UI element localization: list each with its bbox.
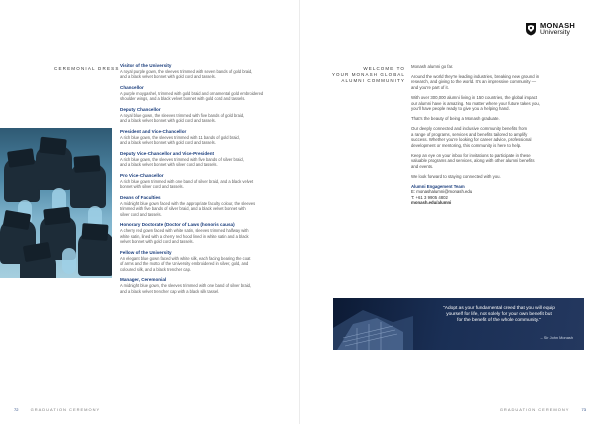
section-label: CEREMONIAL DRESS xyxy=(54,66,120,71)
dress-desc-line: A purple moygashel, trimmed with gold braid and ornamental gold embroidered xyxy=(120,91,264,96)
paragraph xyxy=(411,116,576,122)
paragraph-line: We look forward to staying connected with you. xyxy=(411,173,501,179)
dress-item xyxy=(120,195,270,217)
contact-block xyxy=(411,184,576,206)
dress-title: Deputy Vice-Chancellor and Vice-President xyxy=(120,151,215,156)
monash-logo xyxy=(525,20,585,40)
paragraph xyxy=(411,64,576,70)
paragraph-line: you'll have people ready to give you a helping hand. xyxy=(411,106,510,112)
dress-desc-line: white satin, lined with a cherry red hood lined in white satin and a black xyxy=(120,233,249,239)
paragraph-line: development or mentoring, this community is here to help. xyxy=(411,142,522,148)
dress-desc-line: A rich blue gown, the sleeves trimmed with five bands of silver braid, xyxy=(120,157,244,162)
dress-item xyxy=(120,129,270,146)
dress-title: Deans of Faculties xyxy=(120,195,161,200)
dress-desc-line: coloured silk, and a black trencher cap. xyxy=(120,266,191,272)
dress-item xyxy=(120,85,270,102)
monash-crest-icon xyxy=(525,22,537,36)
dress-desc-line: trimmed with five bands of silver braid, and a black velvet bonnet with xyxy=(120,206,246,212)
contact-email[interactable]: E: monashalumni@monash.edu xyxy=(411,189,473,195)
paragraph-line: success. Whether you're looking for career advice, professional xyxy=(411,137,532,143)
dress-desc-line: An elegant blue gown faced with white silk, each facing bearing the coat xyxy=(120,255,251,261)
paragraph xyxy=(411,174,576,180)
dress-desc-line: A royal purple gown, the sleeves trimmed with seven bands of gold braid, xyxy=(120,69,253,74)
contact-title: Alumni Engagement Team xyxy=(411,183,465,189)
paragraph xyxy=(411,74,576,91)
dress-title: Visitor of the University xyxy=(120,63,172,68)
dress-desc-line: and a black velvet trencher cap with a black silk tassel. xyxy=(120,288,220,294)
dress-desc-line: and a black velvet bonnet with silver cord and tassels. xyxy=(120,162,218,168)
dress-desc-line: A royal blue gown, the sleeves trimmed with five bands of gold braid, xyxy=(120,113,245,118)
dress-desc-line: A rich blue gown, the sleeves trimmed with 11 bands of gold braid, xyxy=(120,135,240,140)
folio-text: GRADUATION CEREMONY xyxy=(499,407,570,412)
dress-desc-line: silver cord and tassels. xyxy=(120,211,162,217)
paragraph-line: research, and giving to the world. It's an impressive community — xyxy=(411,79,537,85)
dress-item xyxy=(120,151,270,168)
left-folio xyxy=(14,407,100,412)
graduates-photo xyxy=(0,128,112,278)
dress-list xyxy=(120,63,270,299)
dress-desc-line: shoulder wings, and a black velvet bonnet with gold cord and tassels. xyxy=(120,96,246,102)
dress-desc-line: velvet bonnet with gold cord and tassels. xyxy=(120,239,194,245)
paragraph-line: Monash alumni go far. xyxy=(411,64,454,69)
dress-item xyxy=(120,250,270,272)
quote-line: yourself for life, not solely for your own benefit but xyxy=(446,312,552,318)
logo-sub: University xyxy=(540,29,570,36)
quote-text xyxy=(425,306,573,325)
building-graphic xyxy=(333,298,413,350)
quote-box xyxy=(333,298,584,350)
dress-desc-line: A midnight blue gown, the sleeves trimmed with one band of silver braid, xyxy=(120,283,252,289)
paragraph xyxy=(411,126,576,148)
contact-web-link[interactable]: monash.edu/alumni xyxy=(411,200,452,206)
dress-desc-line: A cherry red gown faced with white satin, sleeves trimmed halfway with xyxy=(120,228,249,234)
dress-desc-line: and a black velvet bonnet with gold cord and tassels. xyxy=(120,118,216,124)
dress-desc-line: A midnight blue gown faced with the appropriate faculty colour, the sleeves xyxy=(120,201,256,206)
dress-item xyxy=(120,277,270,294)
dress-item xyxy=(120,107,270,124)
paragraph-line: Keep an eye on your inbox for invitations to participate in these xyxy=(411,152,531,158)
paragraph-line: a range of programs, services and benefits tailored to amplify xyxy=(411,131,528,137)
page-number: 72 xyxy=(14,407,19,412)
welcome-label xyxy=(320,66,405,85)
dress-title: Chancellor xyxy=(120,85,144,90)
paragraph xyxy=(411,153,576,170)
dress-title: Pro Vice-Chancellor xyxy=(120,173,164,178)
paragraph-line: That's the beauty of being a Monash graduate. xyxy=(411,116,500,122)
dress-desc-line: bonnet with silver cord and tassels. xyxy=(120,184,184,190)
welcome-label-line: ALUMNI COMMUNITY xyxy=(341,78,405,84)
welcome-label-line: WELCOME TO xyxy=(363,66,405,71)
paragraph-line: Around the world they're leading industries, breaking new ground in xyxy=(411,73,540,79)
dress-desc-line: A rich blue gown trimmed with one band of silver braid, and a black velvet xyxy=(120,179,254,184)
dress-desc-line: and a black velvet bonnet with gold cord and tassels. xyxy=(120,74,216,80)
paragraph-line: our alumni have is amazing. No matter where your future takes you, xyxy=(411,100,540,106)
paragraph-line: and you're part of it. xyxy=(411,85,449,91)
dress-item xyxy=(120,63,270,80)
dress-title: Honorary Doctorate (Doctor of Laws (honoris causa) xyxy=(120,222,235,228)
dress-title: Fellow of the University xyxy=(120,249,172,255)
welcome-text xyxy=(411,64,576,206)
quote-line: for the benefit of the whole community." xyxy=(457,318,541,324)
welcome-label-line: YOUR MONASH GLOBAL xyxy=(331,72,405,78)
page-number: 73 xyxy=(581,407,586,412)
dress-title: President and Vice-Chancellor xyxy=(120,129,187,134)
paragraph-line: With over 300,000 alumni living in 150 countries, the global impact xyxy=(411,94,538,100)
quote-line: "Adopt as your fundamental creed that you will equip xyxy=(443,306,555,311)
paragraph-line: Our deeply connected and inclusive community benefits from xyxy=(411,125,528,131)
logo-name: MONASH xyxy=(540,21,576,30)
quote-attribution: – Sir John Monash xyxy=(540,335,573,340)
contact-phone[interactable]: T: +61 3 9905 4802 xyxy=(411,194,448,200)
dress-desc-line: and a black velvet bonnet with gold cord and tassels. xyxy=(120,140,216,146)
right-folio xyxy=(500,407,586,412)
folio-text: GRADUATION CEREMONY xyxy=(30,407,101,412)
paragraph-line: valuable programs and services, along with other alumni benefits xyxy=(411,158,535,164)
paragraph-line: and events. xyxy=(411,163,434,169)
dress-desc-line: of arms and the motto of the University embroidered in silver, gold, and xyxy=(120,261,249,267)
right-page xyxy=(300,0,600,424)
dress-title: Deputy Chancellor xyxy=(120,107,161,112)
paragraph xyxy=(411,95,576,112)
dress-item xyxy=(120,222,270,244)
dress-item xyxy=(120,173,270,190)
dress-title: Manager, Ceremonial xyxy=(120,277,167,283)
